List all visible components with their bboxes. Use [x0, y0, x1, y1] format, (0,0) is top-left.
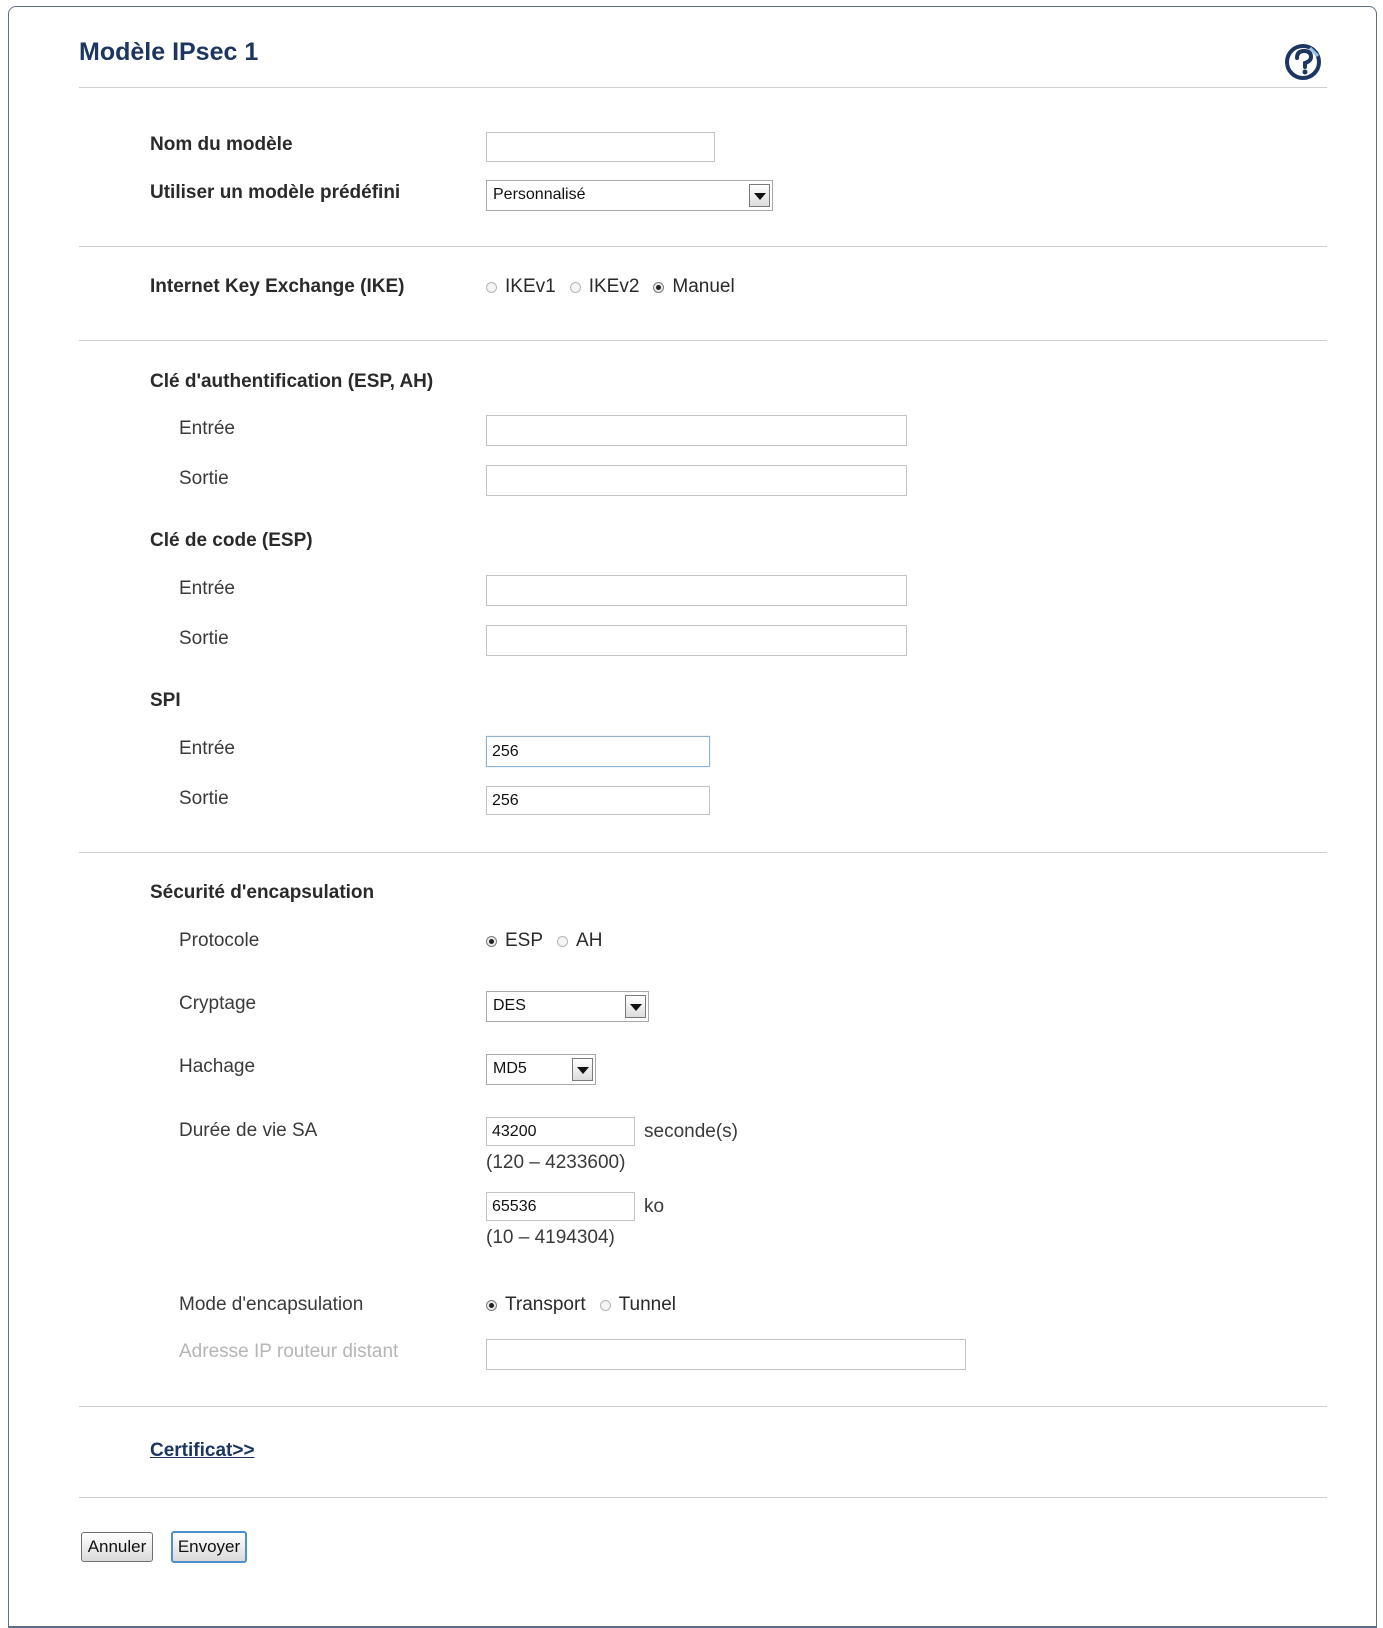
- radio-icon: [486, 282, 497, 293]
- mode-option-label: Transport: [505, 1294, 586, 1315]
- code-key-in-label: Entrée: [179, 578, 235, 599]
- ike-option-ikev1[interactable]: [486, 276, 556, 298]
- protocol-radio-group: [486, 930, 616, 952]
- spi-in-input[interactable]: [486, 736, 710, 767]
- radio-selected-icon: [653, 282, 664, 293]
- code-key-in-input[interactable]: [486, 575, 907, 606]
- protocol-label: Protocole: [179, 930, 260, 951]
- divider: [79, 1497, 1327, 1498]
- radio-selected-icon: [486, 1300, 497, 1311]
- sa-life-kb-unit: ko: [644, 1196, 665, 1217]
- auth-key-heading: Clé d'authentification (ESP, AH): [150, 371, 434, 392]
- cipher-select[interactable]: [486, 991, 649, 1022]
- hash-value: MD5: [493, 1060, 527, 1077]
- spi-heading: SPI: [150, 690, 181, 711]
- chevron-down-icon: [749, 184, 770, 207]
- auth-key-in-input[interactable]: [486, 415, 907, 446]
- mode-label: Mode d'encapsulation: [179, 1294, 364, 1315]
- sa-life-seconds-unit: seconde(s): [644, 1121, 738, 1142]
- radio-icon: [557, 936, 568, 947]
- mode-option-label: Tunnel: [618, 1294, 676, 1315]
- chevron-down-icon: [625, 995, 646, 1018]
- spi-out-label: Sortie: [179, 788, 229, 809]
- radio-icon: [600, 1300, 611, 1311]
- template-name-input[interactable]: [486, 132, 715, 162]
- spi-in-label: Entrée: [179, 738, 235, 759]
- ike-radio-group: [486, 276, 749, 298]
- hash-select[interactable]: [486, 1054, 596, 1085]
- sa-life-label: Durée de vie SA: [179, 1120, 318, 1141]
- ike-option-ikev2[interactable]: [570, 276, 640, 298]
- auth-key-out-label: Sortie: [179, 468, 229, 489]
- code-key-out-input[interactable]: [486, 625, 907, 656]
- mode-radio-group: [486, 1294, 690, 1316]
- help-icon[interactable]: [1283, 42, 1323, 82]
- code-key-out-label: Sortie: [179, 628, 229, 649]
- ike-option-label: Manuel: [672, 276, 735, 297]
- radio-selected-icon: [486, 936, 497, 947]
- predefined-template-label: Utiliser un modèle prédéfini: [150, 182, 401, 203]
- predefined-template-select[interactable]: [486, 180, 773, 211]
- encapsulation-heading: Sécurité d'encapsulation: [150, 882, 375, 903]
- spi-out-input[interactable]: [486, 786, 710, 815]
- ike-option-label: IKEv2: [588, 276, 640, 297]
- protocol-option-label: AH: [576, 930, 603, 951]
- divider: [79, 1406, 1327, 1407]
- panel-frame: [8, 6, 1377, 1628]
- predefined-template-value: Personnalisé: [493, 186, 586, 203]
- protocol-option-esp[interactable]: [486, 930, 543, 952]
- divider: [79, 246, 1327, 247]
- protocol-option-ah[interactable]: [557, 930, 602, 952]
- auth-key-in-label: Entrée: [179, 418, 235, 439]
- hash-label: Hachage: [179, 1056, 256, 1077]
- sa-life-seconds-range: (120 – 4233600): [486, 1152, 626, 1173]
- auth-key-out-input[interactable]: [486, 465, 907, 496]
- sa-life-kb-input[interactable]: [486, 1192, 635, 1221]
- submit-button[interactable]: Envoyer: [171, 1531, 247, 1563]
- ike-label: Internet Key Exchange (IKE): [150, 276, 405, 297]
- divider: [79, 852, 1327, 853]
- ike-option-label: IKEv1: [505, 276, 556, 297]
- radio-icon: [570, 282, 581, 293]
- template-name-label: Nom du modèle: [150, 134, 293, 155]
- sa-life-seconds-input[interactable]: [486, 1117, 635, 1146]
- protocol-option-label: ESP: [505, 930, 544, 951]
- cancel-button[interactable]: Annuler: [81, 1532, 153, 1562]
- remote-ip-label: Adresse IP routeur distant: [179, 1341, 399, 1362]
- remote-ip-input[interactable]: [486, 1339, 966, 1370]
- sa-life-kb-range: (10 – 4194304): [486, 1227, 615, 1248]
- divider: [79, 340, 1327, 341]
- ike-option-manual[interactable]: [653, 276, 734, 298]
- page-title: Modèle IPsec 1: [79, 38, 259, 66]
- panel-frame-bottom: [8, 1620, 1377, 1628]
- mode-option-tunnel[interactable]: [600, 1294, 676, 1316]
- certificate-link[interactable]: Certificat>>: [150, 1440, 255, 1461]
- code-key-heading: Clé de code (ESP): [150, 530, 313, 551]
- cipher-label: Cryptage: [179, 993, 257, 1014]
- divider: [79, 87, 1327, 88]
- mode-option-transport[interactable]: [486, 1294, 586, 1316]
- chevron-down-icon: [572, 1058, 593, 1081]
- cipher-value: DES: [493, 997, 526, 1014]
